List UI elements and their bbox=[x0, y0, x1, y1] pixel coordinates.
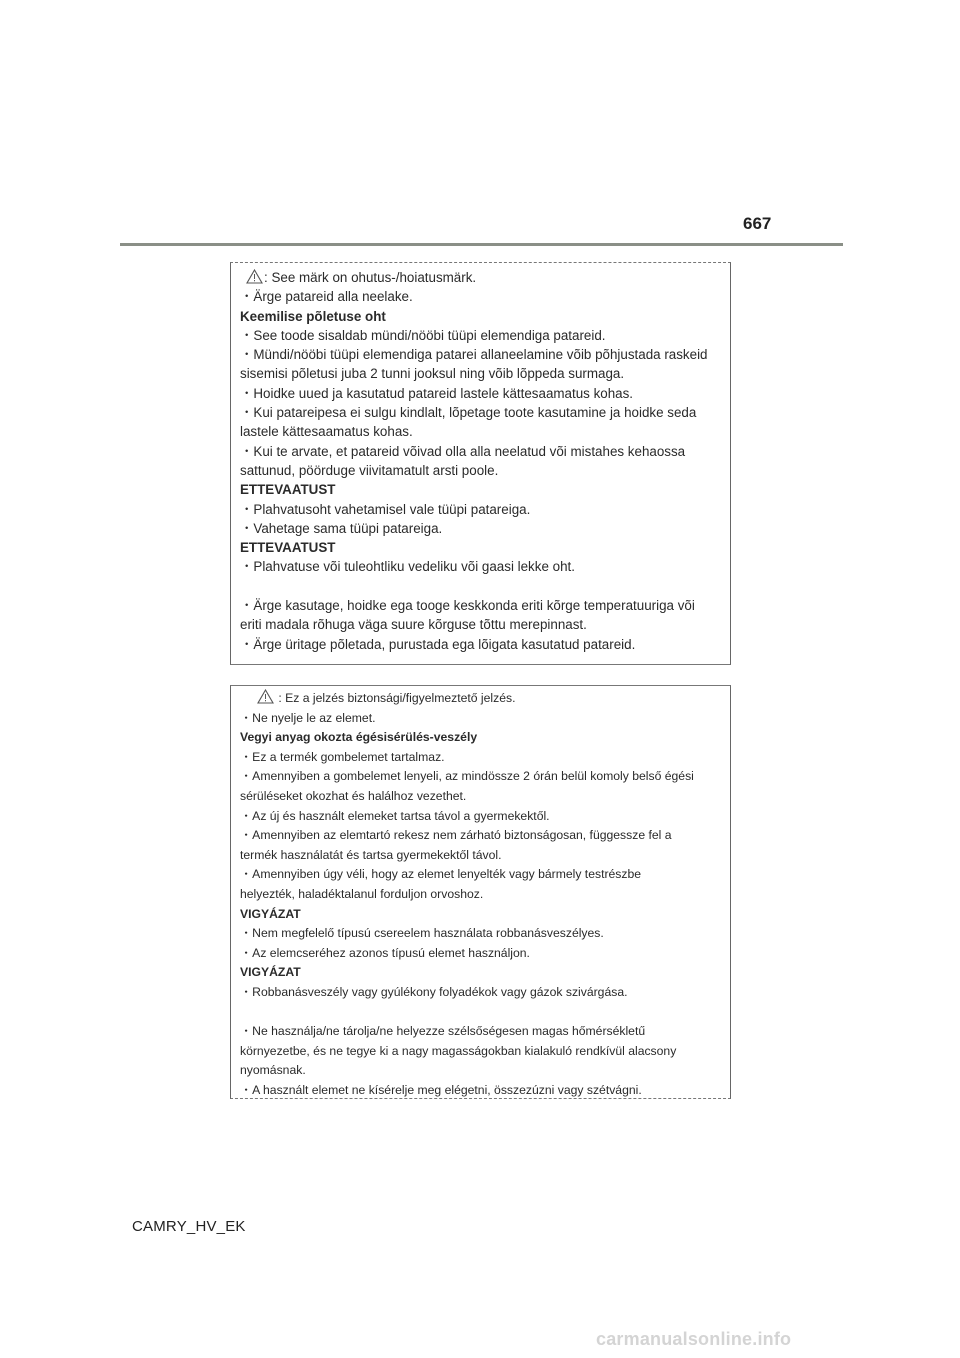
text-line: ・Nem megfelelő típusú csereelem használata robbanásveszélyes. bbox=[240, 926, 604, 941]
warning-symbol-line bbox=[240, 268, 722, 287]
hungarian-warning-box bbox=[230, 685, 731, 1099]
text-line: sattunud, pöörduge viivitamatult arsti poole. bbox=[240, 462, 499, 478]
text-line: lastele kättesaamatus kohas. bbox=[240, 424, 413, 440]
text-line: termék használatát és tartsa gyermekektől távol. bbox=[240, 847, 502, 862]
text-line: ・Ärge üritage põletada, purustada ega lõigata kasutatud patareid. bbox=[240, 636, 636, 652]
caution-heading: ETTEVAATUST bbox=[240, 482, 336, 498]
text-line: nyomásnak. bbox=[240, 1063, 306, 1078]
caution-heading: VIGYÁZAT bbox=[240, 906, 301, 921]
blank-line bbox=[240, 1003, 722, 1023]
watermark: carmanualsonline.info bbox=[596, 1329, 792, 1349]
text-line: ・Kui te arvate, et patareid võivad olla alla neelatud või mistahes kehaossa bbox=[240, 443, 686, 459]
text-line: ・Ärge patareid alla neelake. bbox=[240, 289, 413, 305]
text-line: környezetbe, és ne tegye ki a nagy magasságokban kialakuló rendkívül alacsony bbox=[240, 1043, 677, 1058]
text-line: ・Plahvatuse või tuleohtliku vedeliku või gaasi lekke oht. bbox=[240, 559, 575, 575]
text-line: ・Ez a termék gombelemet tartalmaz. bbox=[240, 749, 445, 764]
text-line: ・Mündi/nööbi tüüpi elemendiga patarei allaneelamine võib põhjustada raskeid bbox=[240, 347, 708, 363]
text-line: ・A használt elemet ne kísérelje meg elégetni, összezúzni vagy szétvágni. bbox=[240, 1082, 642, 1097]
text-line: ・Amennyiben az elemtartó rekesz nem zárható biztonságosan, függessze fel a bbox=[240, 828, 672, 843]
text-line: ・Kui patareipesa ei sulgu kindlalt, lõpetage toote kasutamine ja hoidke seda bbox=[240, 405, 697, 421]
footer-model-code: CAMRY_HV_EK bbox=[132, 1218, 246, 1235]
warning-symbol-text: : Ez a jelzés biztonsági/figyelmeztető jelzés. bbox=[275, 691, 516, 705]
text-line: ・See toode sisaldab mündi/nööbi tüüpi elemendiga patareid. bbox=[240, 327, 606, 343]
warning-triangle-icon bbox=[246, 269, 263, 289]
text-line: ・Robbanásveszély vagy gyúlékony folyadékok vagy gázok szivárgása. bbox=[240, 984, 628, 999]
blank-line bbox=[240, 577, 722, 596]
text-line: ・Vahetage sama tüüpi patareiga. bbox=[240, 520, 443, 536]
text-line: ・Hoidke uued ja kasutatud patareid lastele kättesaamatus kohas. bbox=[240, 385, 634, 401]
text-line: ・Ne nyelje le az elemet. bbox=[240, 710, 376, 725]
text-line: sisemisi põletusi juba 2 tunni jooksul ning võib lõppeda surmaga. bbox=[240, 366, 625, 382]
header-rule bbox=[120, 243, 843, 246]
estonian-warning-box bbox=[230, 262, 731, 665]
warning-symbol-text: : See märk on ohutus-/hoiatusmärk. bbox=[264, 270, 477, 285]
text-line: ・Amennyiben a gombelemet lenyeli, az mindössze 2 órán belül komoly belső égési bbox=[240, 769, 694, 784]
section-heading: Vegyi anyag okozta égésisérülés-veszély bbox=[240, 730, 478, 745]
caution-heading: ETTEVAATUST bbox=[240, 540, 336, 556]
text-line: ・Ärge kasutage, hoidke ega tooge keskkonda eriti kõrge temperatuuriga või bbox=[240, 598, 695, 614]
caution-heading: VIGYÁZAT bbox=[240, 965, 301, 980]
warning-triangle-icon bbox=[257, 689, 274, 711]
text-line: ・Ne használja/ne tárolja/ne helyezze szélsőségesen magas hőmérsékletű bbox=[240, 1024, 646, 1039]
text-line: ・Amennyiben úgy véli, hogy az elemet lenyelték vagy bármely testrészbe bbox=[240, 867, 642, 882]
warning-symbol-line bbox=[240, 689, 722, 709]
text-line: helyezték, haladéktalanul forduljon orvoshoz. bbox=[240, 886, 484, 901]
text-line: eriti madala rõhuga väga suure kõrguse tõttu merepinnast. bbox=[240, 617, 587, 633]
text-line: sérüléseket okozhat és halálhoz vezethet. bbox=[240, 788, 467, 803]
section-heading: Keemilise põletuse oht bbox=[240, 308, 386, 324]
text-line: ・Az új és használt elemeket tartsa távol a gyermekektől. bbox=[240, 808, 550, 823]
text-line: ・Az elemcseréhez azonos típusú elemet használjon. bbox=[240, 945, 530, 960]
text-line: ・Plahvatusoht vahetamisel vale tüüpi patareiga. bbox=[240, 501, 531, 517]
page-number: 667 bbox=[743, 214, 772, 233]
